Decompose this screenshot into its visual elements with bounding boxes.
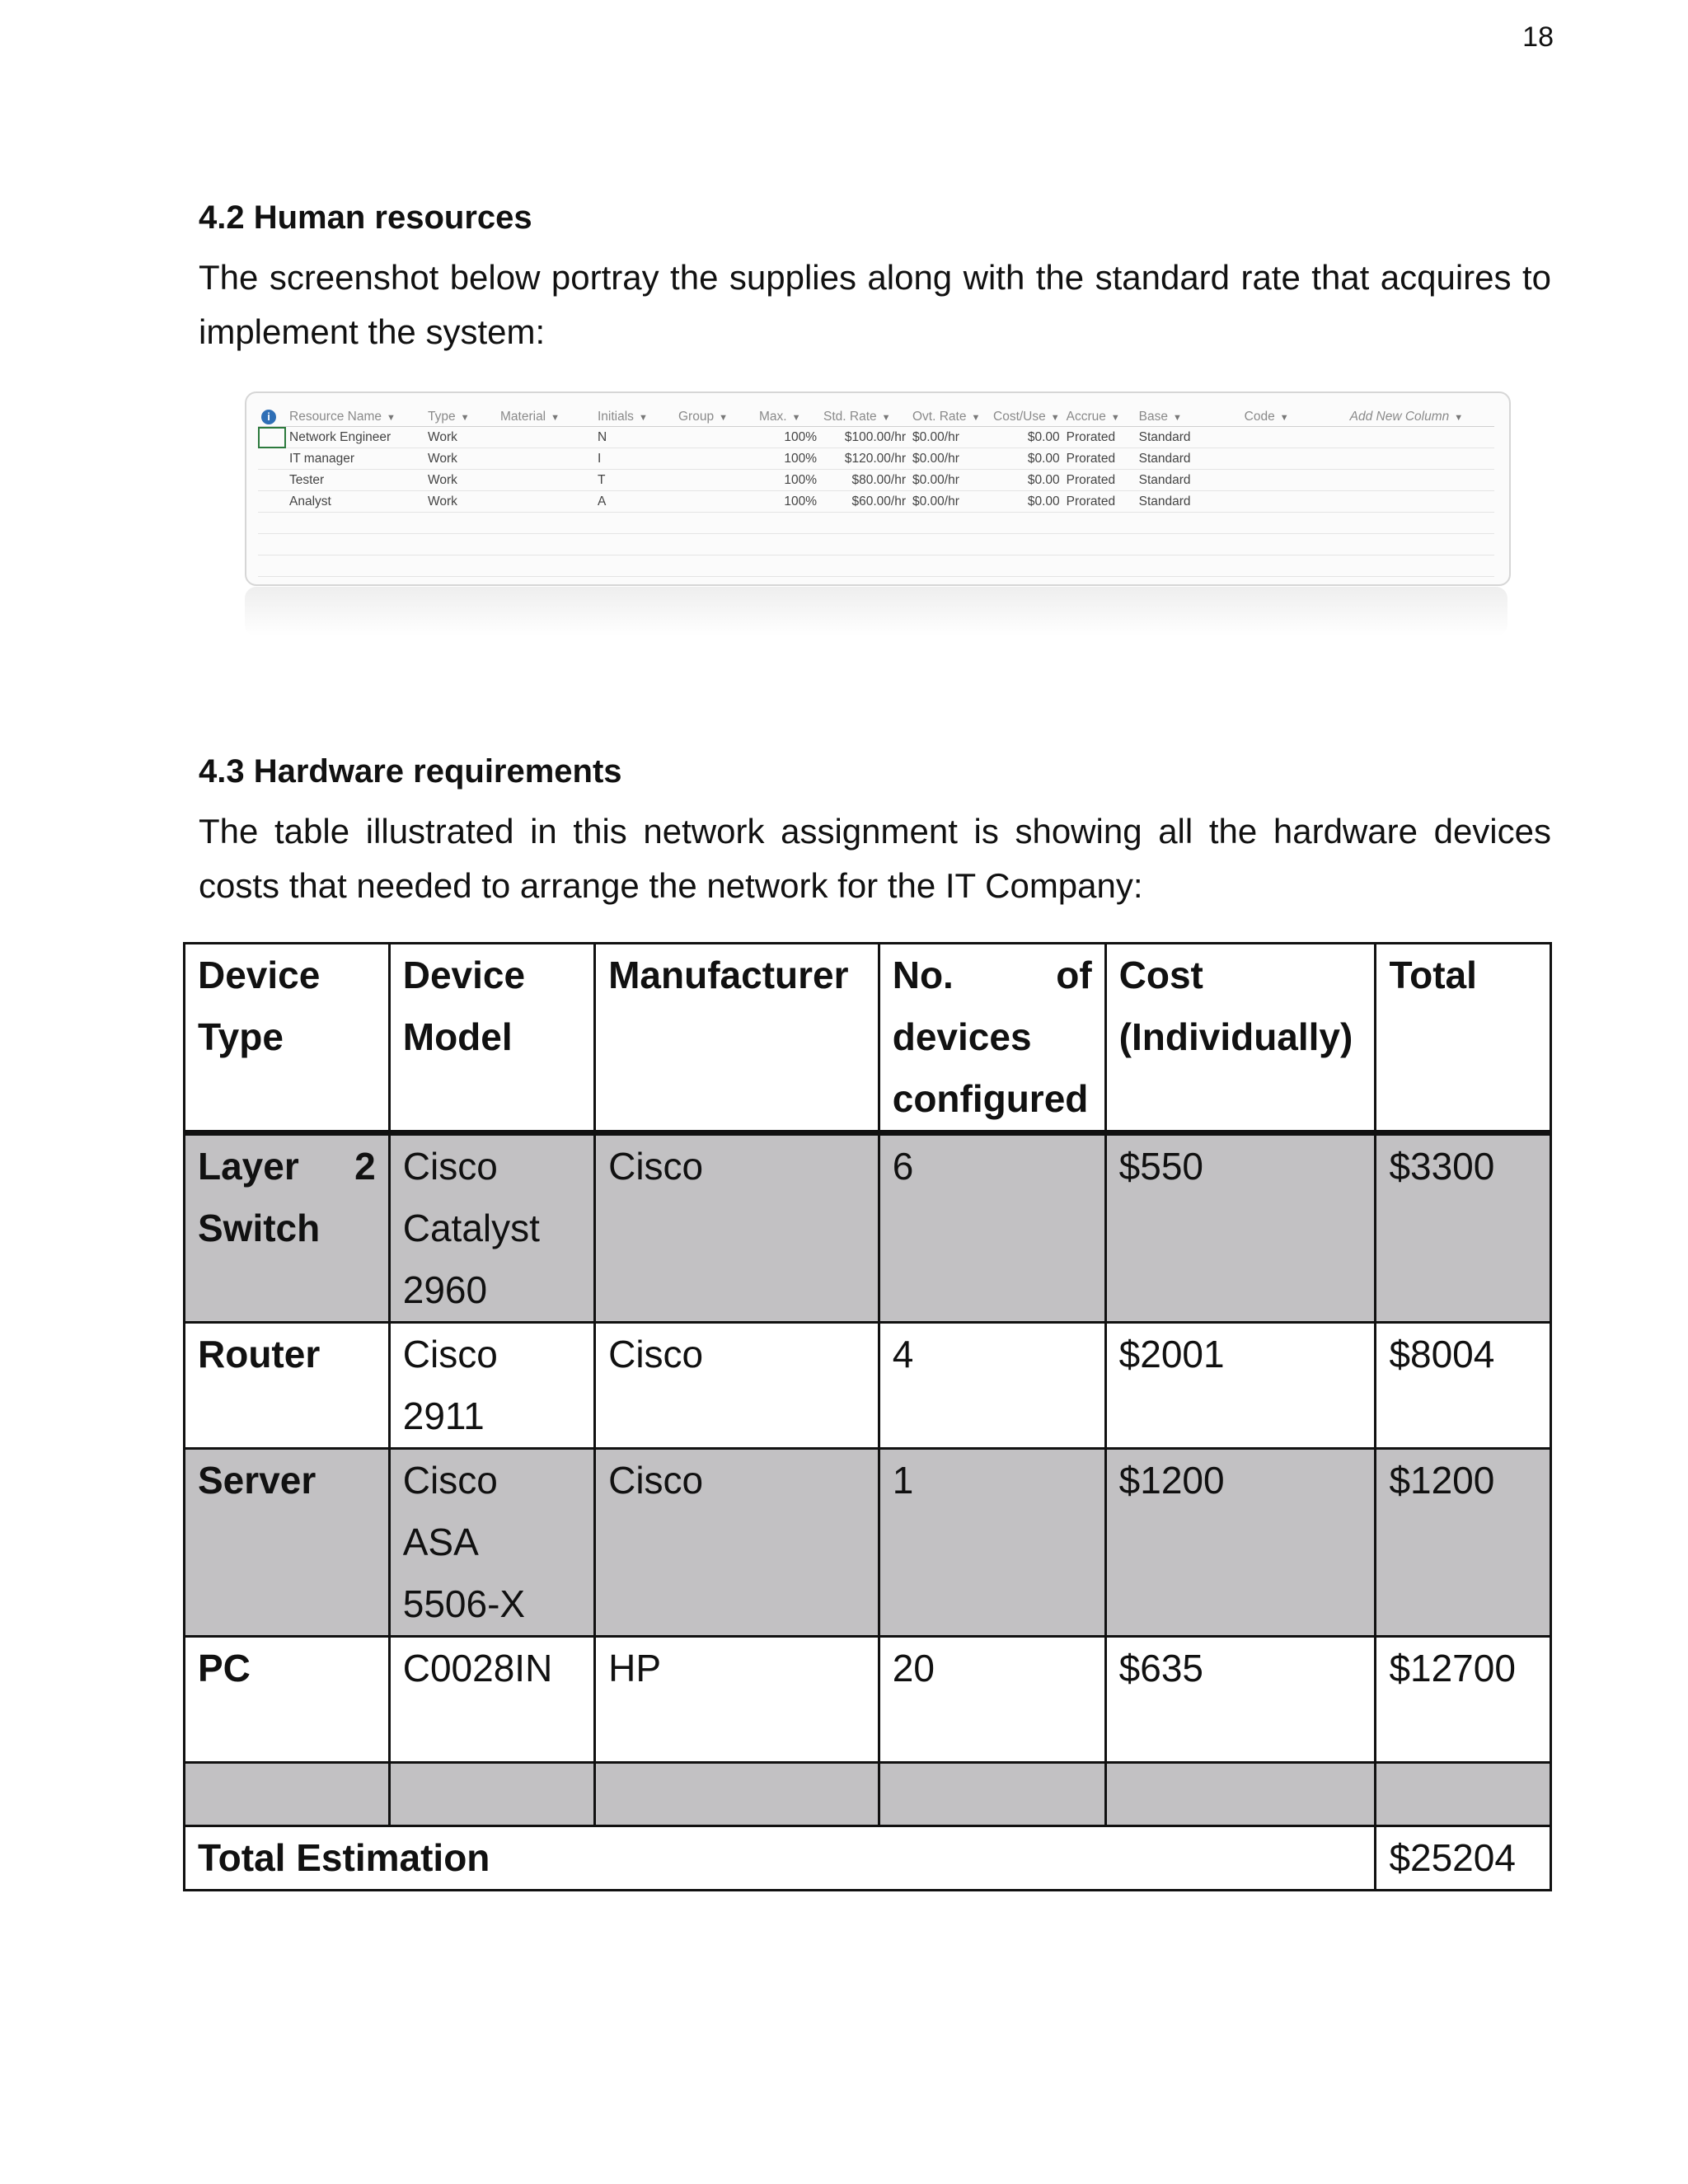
col-accrue[interactable]: Accrue ▼ xyxy=(1063,408,1136,427)
empty-table-row xyxy=(185,1763,1551,1826)
col-ovt-rate[interactable]: Ovt. Rate ▼ xyxy=(909,408,990,427)
unit-cost-cell: $2001 xyxy=(1105,1323,1376,1449)
hardware-cost-table xyxy=(183,942,1552,1891)
col-type[interactable]: Type ▼ xyxy=(424,408,497,427)
resource-sheet-screenshot xyxy=(245,391,1511,586)
header-manufacturer: Manufacturer xyxy=(595,944,879,1133)
col-material[interactable]: Material ▼ xyxy=(497,408,594,427)
empty-row[interactable] xyxy=(258,555,1494,577)
device-count-cell: 1 xyxy=(879,1449,1105,1637)
empty-row[interactable] xyxy=(258,534,1494,555)
section-heading-human-resources: 4.2 Human resources xyxy=(199,199,532,236)
header-total: Total xyxy=(1376,944,1551,1133)
device-model-cell: Cisco Catalyst 2960 xyxy=(389,1133,594,1323)
table-row xyxy=(185,1637,1551,1763)
col-cost-use[interactable]: Cost/Use ▼ xyxy=(990,408,1063,427)
header-device-count: No. of devices configured xyxy=(879,944,1105,1133)
device-model-cell: Cisco ASA 5506-X xyxy=(389,1449,594,1637)
device-model-cell: C0028IN xyxy=(389,1637,594,1763)
col-base[interactable]: Base ▼ xyxy=(1136,408,1241,427)
col-group[interactable]: Group ▼ xyxy=(675,408,756,427)
col-resource-name[interactable]: Resource Name ▼ xyxy=(286,408,424,427)
hardware-paragraph: The table illustrated in this network assignment is showing all the hardware devices costs that needed to arrange the network for the IT Company: xyxy=(199,812,1551,905)
total-estimation-label: Total Estimation xyxy=(185,1826,1376,1891)
device-count-cell: 4 xyxy=(879,1323,1105,1449)
screenshot-reflection xyxy=(245,587,1507,636)
device-count-cell: 6 xyxy=(879,1133,1105,1323)
info-icon: i xyxy=(261,410,276,424)
header-device-type: Device Type xyxy=(185,944,390,1133)
manufacturer-cell: Cisco xyxy=(595,1449,879,1637)
resource-sheet-table xyxy=(258,408,1494,577)
col-max[interactable]: Max. ▼ xyxy=(756,408,820,427)
device-type-cell: Router xyxy=(185,1323,390,1449)
total-estimation-value: $25204 xyxy=(1376,1826,1551,1891)
human-resources-paragraph: The screenshot below portray the supplies along with the standard rate that acquires to implement the system: xyxy=(199,258,1551,351)
manufacturer-cell: Cisco xyxy=(595,1133,879,1323)
resource-row[interactable]: Network Engineer Work N 100% $100.00/hr $0.00/hr $0.00 Prorated Standard xyxy=(258,427,1494,448)
col-code[interactable]: Code ▼ xyxy=(1241,408,1347,427)
device-type-cell: PC xyxy=(185,1637,390,1763)
unit-cost-cell: $635 xyxy=(1105,1637,1376,1763)
section-heading-hardware: 4.3 Hardware requirements xyxy=(199,753,622,790)
table-row xyxy=(185,1133,1551,1323)
resource-row[interactable]: Tester Work T 100% $80.00/hr $0.00/hr $0.00 Prorated Standard xyxy=(258,470,1494,491)
total-cost-cell: $8004 xyxy=(1376,1323,1551,1449)
manufacturer-cell: HP xyxy=(595,1637,879,1763)
resource-row[interactable]: Analyst Work A 100% $60.00/hr $0.00/hr $0.00 Prorated Standard xyxy=(258,491,1494,513)
device-model-cell: Cisco 2911 xyxy=(389,1323,594,1449)
device-count-cell: 20 xyxy=(879,1637,1105,1763)
total-estimation-row xyxy=(185,1826,1551,1891)
page-number: 18 xyxy=(1522,21,1554,53)
header-device-model: Device Model xyxy=(389,944,594,1133)
col-initials[interactable]: Initials ▼ xyxy=(594,408,675,427)
table-row xyxy=(185,1449,1551,1637)
device-type-cell: Server xyxy=(185,1449,390,1637)
table-row xyxy=(185,1323,1551,1449)
header-cost: Cost (Individually) xyxy=(1105,944,1376,1133)
device-type-cell: Layer 2 Switch xyxy=(185,1133,390,1323)
unit-cost-cell: $1200 xyxy=(1105,1449,1376,1637)
empty-row[interactable] xyxy=(258,513,1494,534)
col-add-new-column[interactable]: Add New Column ▼ xyxy=(1347,408,1494,427)
total-cost-cell: $12700 xyxy=(1376,1637,1551,1763)
unit-cost-cell: $550 xyxy=(1105,1133,1376,1323)
total-cost-cell: $1200 xyxy=(1376,1449,1551,1637)
manufacturer-cell: Cisco xyxy=(595,1323,879,1449)
col-std-rate[interactable]: Std. Rate ▼ xyxy=(820,408,909,427)
table-header-row xyxy=(185,944,1551,1133)
total-cost-cell: $3300 xyxy=(1376,1133,1551,1323)
resource-row[interactable]: IT manager Work I 100% $120.00/hr $0.00/hr $0.00 Prorated Standard xyxy=(258,448,1494,470)
